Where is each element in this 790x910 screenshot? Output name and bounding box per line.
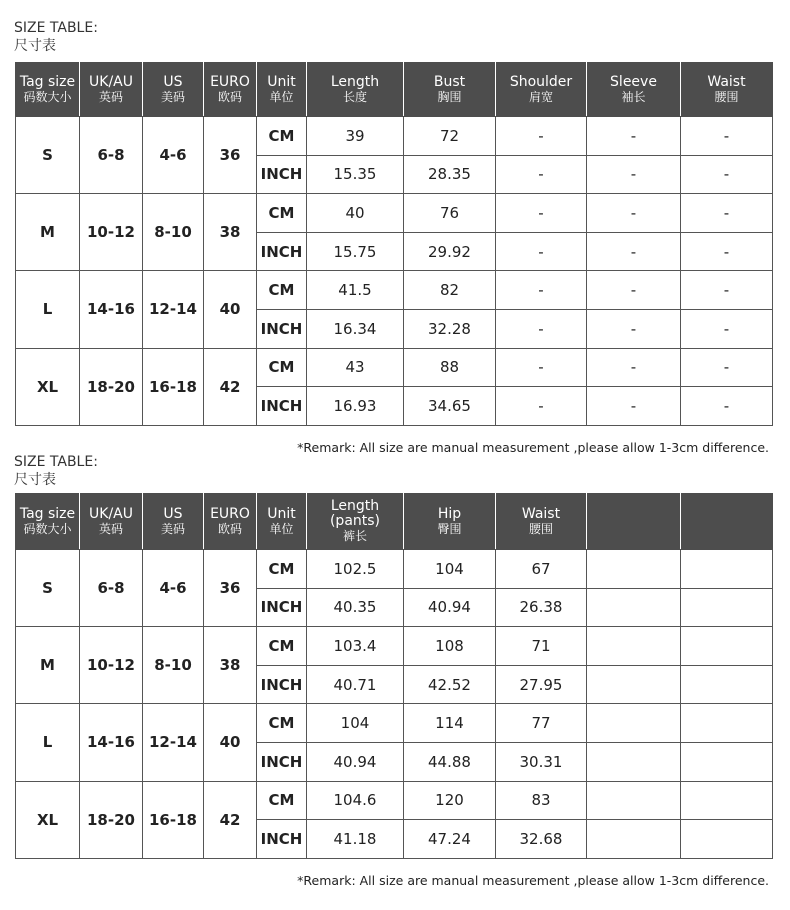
measurement-cell: 114 — [404, 704, 496, 743]
uk-au-size-cell: 10-12 — [80, 627, 143, 704]
unit-cell: CM — [257, 704, 307, 743]
unit-cell: INCH — [257, 665, 307, 704]
table-row — [16, 550, 773, 589]
uk-au-size-cell: 18-20 — [80, 781, 143, 858]
measurement-cell: - — [681, 117, 773, 156]
measurement-cell: 108 — [404, 627, 496, 666]
measurement-cell — [587, 704, 681, 743]
column-header-en: Tag size — [19, 73, 76, 90]
measurement-cell: - — [587, 194, 681, 233]
measurement-cell: - — [681, 271, 773, 310]
measurement-cell: - — [496, 309, 587, 348]
unit-cell: INCH — [257, 820, 307, 859]
column-header — [307, 494, 404, 550]
measurement-cell: 34.65 — [404, 387, 496, 426]
column-header-en: UK/AU — [89, 73, 133, 90]
column-header — [404, 63, 496, 117]
size-table-bottom — [15, 493, 773, 859]
us-size-cell: 12-14 — [143, 271, 204, 348]
column-header-en: Waist — [521, 505, 561, 522]
section-title-cn: 尺寸表 — [14, 38, 56, 54]
measurement-cell: - — [681, 309, 773, 348]
column-header-cn: 肩宽 — [528, 89, 553, 104]
table-header-row — [16, 494, 773, 550]
column-header-en: Bust — [433, 73, 466, 90]
size-tag-cell: XL — [16, 781, 80, 858]
us-size-cell: 4-6 — [143, 117, 204, 194]
size-tag-cell: XL — [16, 348, 80, 425]
measurement-cell: 27.95 — [496, 665, 587, 704]
measurement-cell: 88 — [404, 348, 496, 387]
measurement-cell — [681, 781, 773, 820]
measurement-cell: - — [587, 309, 681, 348]
measurement-cell: 43 — [307, 348, 404, 387]
unit-cell: CM — [257, 117, 307, 156]
section-title-en: SIZE TABLE: — [14, 20, 98, 36]
measurement-cell: 40 — [307, 194, 404, 233]
measurement-cell — [681, 627, 773, 666]
us-size-cell: 8-10 — [143, 627, 204, 704]
size-tag-cell: M — [16, 194, 80, 271]
unit-cell: CM — [257, 627, 307, 666]
euro-size-cell: 40 — [204, 271, 257, 348]
measurement-cell: - — [496, 155, 587, 194]
column-header-en: EURO — [210, 505, 250, 522]
euro-size-cell: 38 — [204, 194, 257, 271]
column-header — [307, 63, 404, 117]
size-tag-cell: M — [16, 627, 80, 704]
measurement-cell: 72 — [404, 117, 496, 156]
euro-size-cell: 42 — [204, 348, 257, 425]
euro-size-cell: 42 — [204, 781, 257, 858]
euro-size-cell: 36 — [204, 550, 257, 627]
remark-text: *Remark: All size are manual measurement ,please allow 1-3cm difference. — [297, 873, 769, 888]
column-header — [404, 494, 496, 550]
measurement-cell — [681, 550, 773, 589]
measurement-cell — [587, 781, 681, 820]
measurement-cell: 40.71 — [307, 665, 404, 704]
measurement-cell: 42.52 — [404, 665, 496, 704]
measurement-cell: - — [587, 387, 681, 426]
measurement-cell: 83 — [496, 781, 587, 820]
table-row — [16, 117, 773, 156]
measurement-cell — [681, 742, 773, 781]
measurement-cell — [587, 665, 681, 704]
measurement-cell — [587, 742, 681, 781]
column-header — [80, 494, 143, 550]
column-header — [16, 63, 80, 117]
table-row — [16, 704, 773, 743]
measurement-cell — [587, 550, 681, 589]
column-header-cn: 腰围 — [528, 521, 553, 536]
uk-au-size-cell: 14-16 — [80, 704, 143, 781]
measurement-cell: 16.93 — [307, 387, 404, 426]
unit-cell: CM — [257, 271, 307, 310]
measurement-cell: - — [587, 232, 681, 271]
unit-cell: INCH — [257, 742, 307, 781]
us-size-cell: 12-14 — [143, 704, 204, 781]
measurement-cell: - — [496, 348, 587, 387]
measurement-cell: 103.4 — [307, 627, 404, 666]
column-header-cn: 臀围 — [437, 521, 462, 536]
column-header — [681, 63, 773, 117]
column-header-en: Unit — [267, 73, 296, 90]
uk-au-size-cell: 18-20 — [80, 348, 143, 425]
measurement-cell: - — [496, 271, 587, 310]
section-title — [14, 453, 98, 489]
measurement-cell: - — [587, 155, 681, 194]
measurement-cell: 40.94 — [307, 742, 404, 781]
table-row — [16, 348, 773, 387]
column-header-cn: 码数大小 — [23, 89, 72, 104]
us-size-cell: 16-18 — [143, 348, 204, 425]
column-header — [257, 63, 307, 117]
size-table-top — [15, 62, 773, 426]
column-header — [80, 63, 143, 117]
column-header-en: Tag size — [19, 505, 76, 522]
column-header — [587, 63, 681, 117]
measurement-cell: 16.34 — [307, 309, 404, 348]
uk-au-size-cell: 6-8 — [80, 117, 143, 194]
section-title-cn: 尺寸表 — [14, 472, 56, 488]
measurement-cell — [587, 820, 681, 859]
measurement-cell — [681, 665, 773, 704]
measurement-cell: 40.94 — [404, 588, 496, 627]
column-header — [681, 494, 773, 550]
column-header-cn: 美码 — [160, 521, 185, 536]
column-header-cn: 腰围 — [714, 89, 739, 104]
measurement-cell: 15.75 — [307, 232, 404, 271]
column-header-cn: 欧码 — [217, 89, 242, 104]
measurement-cell: 77 — [496, 704, 587, 743]
table-row — [16, 271, 773, 310]
measurement-cell: - — [496, 387, 587, 426]
measurement-cell: - — [496, 232, 587, 271]
remark-text: *Remark: All size are manual measurement ,please allow 1-3cm difference. — [297, 440, 769, 455]
column-header-cn: 欧码 — [217, 521, 242, 536]
us-size-cell: 16-18 — [143, 781, 204, 858]
unit-cell: CM — [257, 781, 307, 820]
column-header — [587, 494, 681, 550]
column-header — [143, 63, 204, 117]
measurement-cell: 32.28 — [404, 309, 496, 348]
measurement-cell: 44.88 — [404, 742, 496, 781]
euro-size-cell: 38 — [204, 627, 257, 704]
column-header — [143, 494, 204, 550]
column-header-cn: 单位 — [269, 89, 294, 104]
measurement-cell: - — [587, 271, 681, 310]
section-title-en: SIZE TABLE: — [14, 454, 98, 470]
table-row — [16, 627, 773, 666]
measurement-cell: 26.38 — [496, 588, 587, 627]
measurement-cell: - — [681, 232, 773, 271]
column-header — [204, 63, 257, 117]
column-header — [496, 63, 587, 117]
measurement-cell: - — [587, 348, 681, 387]
measurement-cell: 104 — [404, 550, 496, 589]
table-row — [16, 194, 773, 233]
size-tag-cell: S — [16, 117, 80, 194]
column-header-cn: 袖长 — [621, 89, 646, 104]
measurement-cell — [681, 588, 773, 627]
measurement-cell: 40.35 — [307, 588, 404, 627]
column-header-cn: 英码 — [98, 89, 123, 104]
measurement-cell: 71 — [496, 627, 587, 666]
unit-cell: CM — [257, 194, 307, 233]
unit-cell: INCH — [257, 387, 307, 426]
column-header — [16, 494, 80, 550]
column-header-en: Waist — [707, 73, 746, 90]
column-header-cn: 长度 — [342, 89, 367, 104]
uk-au-size-cell: 14-16 — [80, 271, 143, 348]
measurement-cell: 41.18 — [307, 820, 404, 859]
column-header — [496, 494, 587, 550]
column-header-en: US — [163, 73, 183, 90]
column-header-en: Hip — [437, 505, 462, 522]
euro-size-cell: 40 — [204, 704, 257, 781]
column-header-cn: 码数大小 — [23, 521, 72, 536]
measurement-cell: 29.92 — [404, 232, 496, 271]
column-header-en: Unit — [267, 505, 296, 522]
column-header-en: US — [163, 505, 183, 522]
column-header-en: EURO — [210, 73, 250, 90]
uk-au-size-cell: 10-12 — [80, 194, 143, 271]
unit-cell: INCH — [257, 155, 307, 194]
measurement-cell: - — [496, 117, 587, 156]
measurement-cell: 30.31 — [496, 742, 587, 781]
us-size-cell: 4-6 — [143, 550, 204, 627]
column-header-en: Shoulder — [509, 73, 573, 90]
measurement-cell: - — [496, 194, 587, 233]
measurement-cell: 104.6 — [307, 781, 404, 820]
measurement-cell: 39 — [307, 117, 404, 156]
size-tag-cell: S — [16, 550, 80, 627]
column-header-cn: 胸围 — [437, 89, 462, 104]
measurement-cell: 47.24 — [404, 820, 496, 859]
column-header-en: UK/AU — [89, 505, 133, 522]
table-header-row — [16, 63, 773, 117]
measurement-cell: - — [681, 194, 773, 233]
column-header-cn: 英码 — [98, 521, 123, 536]
measurement-cell — [587, 588, 681, 627]
measurement-cell: 67 — [496, 550, 587, 589]
size-tag-cell: L — [16, 271, 80, 348]
column-header-cn: 单位 — [269, 521, 294, 536]
us-size-cell: 8-10 — [143, 194, 204, 271]
unit-cell: INCH — [257, 232, 307, 271]
measurement-cell: - — [587, 117, 681, 156]
unit-cell: CM — [257, 348, 307, 387]
measurement-cell: 15.35 — [307, 155, 404, 194]
measurement-cell: 28.35 — [404, 155, 496, 194]
column-header-en: Length — [330, 73, 380, 90]
column-header-en: Sleeve — [610, 73, 657, 90]
euro-size-cell: 36 — [204, 117, 257, 194]
size-tag-cell: L — [16, 704, 80, 781]
measurement-cell: 120 — [404, 781, 496, 820]
measurement-cell: 41.5 — [307, 271, 404, 310]
measurement-cell: 32.68 — [496, 820, 587, 859]
column-header — [204, 494, 257, 550]
unit-cell: INCH — [257, 588, 307, 627]
unit-cell: CM — [257, 550, 307, 589]
column-header — [257, 494, 307, 550]
column-header-cn: 裤长 — [342, 529, 367, 543]
measurement-cell — [681, 704, 773, 743]
measurement-cell: - — [681, 155, 773, 194]
measurement-cell: - — [681, 387, 773, 426]
unit-cell: INCH — [257, 309, 307, 348]
table-row — [16, 781, 773, 820]
measurement-cell: - — [681, 348, 773, 387]
measurement-cell — [587, 627, 681, 666]
section-title — [14, 19, 98, 55]
measurement-cell — [681, 820, 773, 859]
column-header-cn: 美码 — [160, 89, 185, 104]
measurement-cell: 76 — [404, 194, 496, 233]
column-header-en: Length (pants) — [329, 498, 381, 529]
measurement-cell: 104 — [307, 704, 404, 743]
measurement-cell: 102.5 — [307, 550, 404, 589]
uk-au-size-cell: 6-8 — [80, 550, 143, 627]
measurement-cell: 82 — [404, 271, 496, 310]
